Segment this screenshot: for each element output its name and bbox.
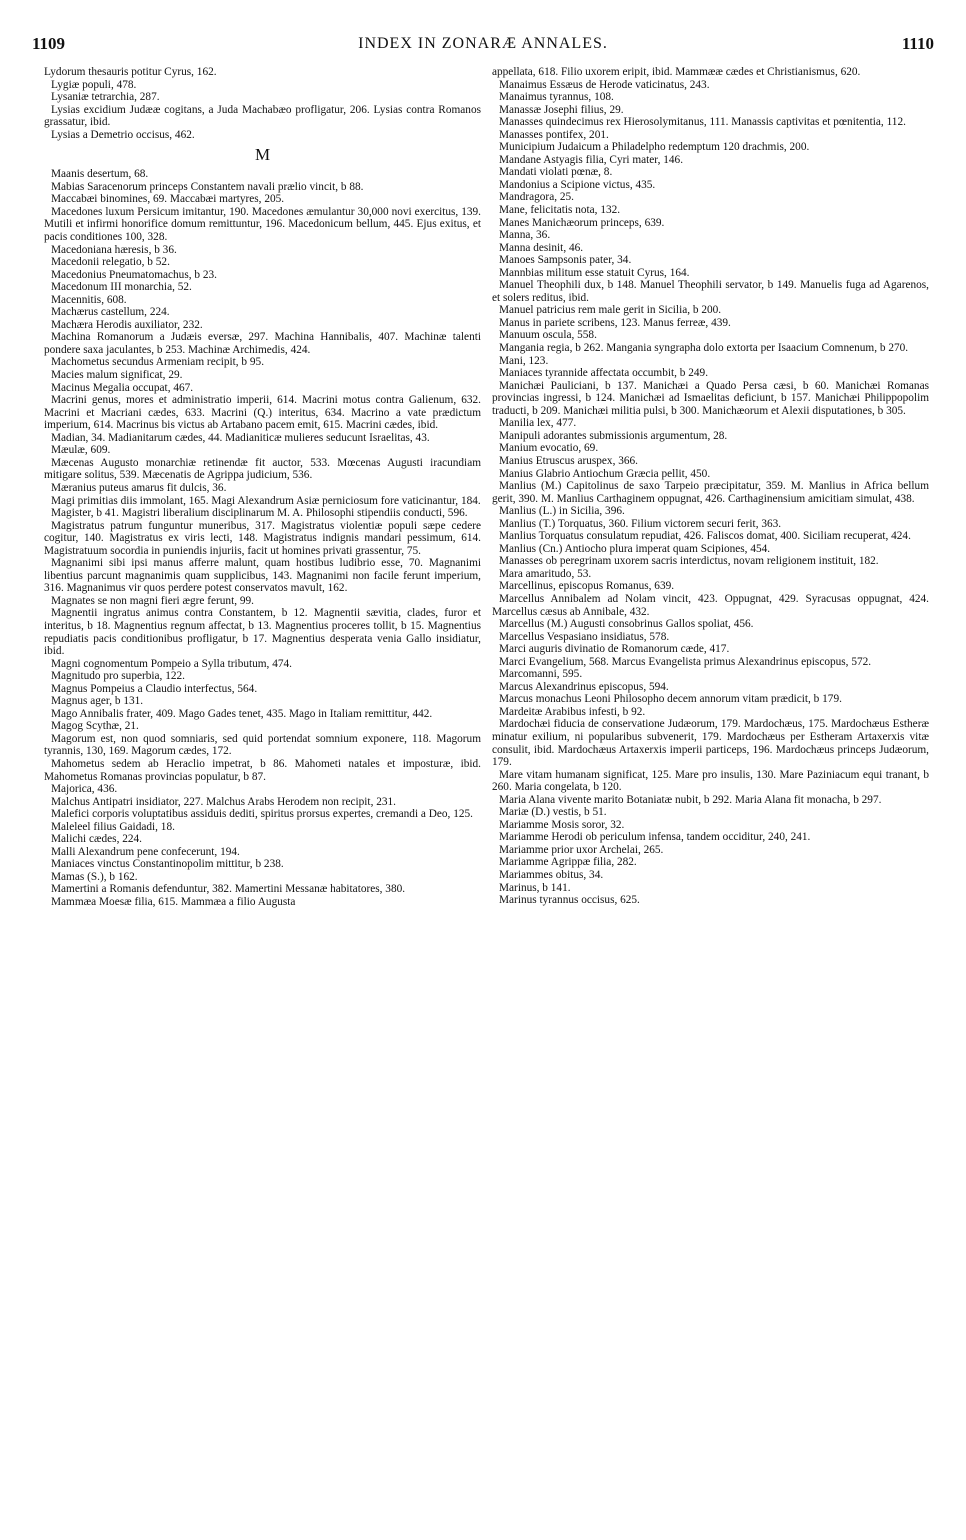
index-entry: Magnus ager, b 131. — [51, 695, 144, 708]
index-entry: Mammæa Moesæ filia, 615. Mammæa a filio Augusta — [51, 896, 296, 908]
index-entry: Manassæ Josephi filius, 29. — [499, 103, 624, 116]
index-entry: Magorum est, non quod somniaris, sed quid portendat somnium exponere, 118. Magorum tyrannis, 130, 169. Magorum cædes, 172. — [44, 732, 481, 758]
index-entry: Malchus Antipatri insidiator, 227. Malchus Arabs Herodem non recipit, 231. — [51, 795, 396, 808]
index-entry: Maria Alana vivente marito Botaniatæ nubit, b 292. Maria Alana fit monacha, b 297. — [499, 793, 882, 806]
index-entry: Mandane Astyagis filia, Cyri mater, 146. — [499, 153, 684, 166]
index-entry: Mardochæi fiducia de conservatione Judæorum, 179. Mardochæus, 175. Mardochæus Estheræ minatur exilium, ni popularibus subvenerit, 179. Mardochæus per Estheram Artaxerxis vitæ consulit, ibid. Mardochæus Artaxerxis imperii particeps, 196. Mardochæus princeps Judæorum, 179. — [492, 718, 929, 769]
page-number-left: 1109 — [32, 34, 66, 53]
index-entry: Marcomanni, 595. — [499, 668, 583, 681]
index-entry: Mangania regia, b 262. Mangania syngrapha dolo extorta per Isaacium Comnenum, b 270. — [499, 342, 909, 355]
index-entry: Lygiæ populi, 478. — [51, 78, 137, 91]
index-entry: Manasses ob peregrinam uxorem sacris interdictus, novam religionem instituit, 182. — [499, 555, 879, 568]
index-entry: Marci auguris divinatio de Romanorum cæde, 417. — [499, 643, 730, 656]
index-entry: Manasses pontifex, 201. — [499, 128, 609, 141]
index-entry: Maleleel filius Gaidadi, 18. — [51, 820, 175, 833]
index-entry: Magog Scythæ, 21. — [51, 720, 139, 733]
index-entry: Macinus Megalia occupat, 467. — [51, 381, 194, 394]
index-entry: Magnus Pompeius a Claudio interfectus, 564. — [51, 682, 258, 695]
index-entry: Mandati violati pœnæ, 8. — [499, 166, 613, 179]
index-entry: Manes Manichæorum princeps, 639. — [499, 216, 665, 229]
index-entry: Magnanimi sibi ipsi manus afferre malunt, quam hostibus ludibrio esse, 70. Magnanimi libentius parcunt magnanimis quam supplicibus, 143. Magnanimi non facile ferunt imperium, 316. Magnanimus vir quos perdere potest conservatos mavult, 162. — [44, 557, 481, 595]
index-entry: Magni cognomentum Pompeio a Sylla tributum, 474. — [51, 657, 292, 670]
index-entry: Manius Etruscus aruspex, 366. — [499, 454, 638, 467]
index-entry: Maanis desertum, 68. — [51, 168, 149, 181]
index-entry: Mariæ (D.) vestis, b 51. — [499, 806, 607, 819]
index-entry: Mabias Saracenorum princeps Constantem navali prælio vincit, b 88. — [51, 180, 364, 193]
index-entry: Mago Annibalis frater, 409. Mago Gades tenet, 435. Mago in Italiam remittitur, 442. — [51, 707, 433, 720]
index-entry: Madian, 34. Madianitarum cædes, 44. Madianiticæ mulieres seducunt Israelitas, 43. — [51, 431, 430, 444]
index-entry: Lydorum thesauris potitur Cyrus, 162. — [44, 66, 217, 78]
index-entry: Lysias a Demetrio occisus, 462. — [51, 128, 195, 141]
index-entry: Magister, b 41. Magistri liberalium disciplinarum M. A. Philosophi stipendiis conducti, 596. — [51, 507, 468, 520]
index-entry: Mariamme prior uxor Archelai, 265. — [499, 843, 664, 856]
index-entry: Mardeitæ Arabibus infesti, b 92. — [499, 705, 646, 718]
index-entry: Mariamme Agrippæ filia, 282. — [499, 856, 637, 869]
index-entry: Magnates se non magni fieri ægre ferunt, 99. — [51, 594, 254, 607]
index-entry: Manlius (M.) Capitolinus de saxo Tarpeio præcipitatur, 359. M. Manlius in Africa bellum gerit, 390. M. Manlius Carthaginem oppugnat, 426. Carthaginensium amicitiam simulat, 438. — [492, 480, 929, 505]
index-entry: Mara amaritudo, 53. — [499, 567, 592, 580]
index-entry: Mani, 123. — [499, 354, 549, 367]
index-entry: Manaimus Essæus de Herode vaticinatus, 243. — [499, 78, 710, 91]
index-entry: Manlius (T.) Torquatus, 360. Filium victorem securi ferit, 363. — [499, 517, 782, 530]
index-entry: Marcellus (M.) Augusti consobrinus Gallos spoliat, 456. — [499, 618, 754, 631]
index-entry: Marcus monachus Leoni Philosopho decem annorum vitam prædicit, b 179. — [499, 693, 842, 706]
index-entry: appellata, 618. Filio uxorem eripit, ibid. Mammææ cædes et Christianismus, 620. — [492, 66, 861, 78]
index-column-right — [492, 66, 929, 1526]
index-entry: Magi primitias diis immolant, 165. Magi Alexandrum Asiæ perniciosum fore vaticinantur, 184. — [51, 494, 481, 507]
page-number-right: 1110 — [901, 34, 934, 53]
page-header — [32, 34, 934, 58]
index-entry: Municipium Judaicum a Philadelpho redemptum 120 drachmis, 200. — [499, 141, 810, 154]
index-entry: Marcus Alexandrinus episcopus, 594. — [499, 680, 669, 693]
index-entry: Lysias excidium Judææ cogitans, a Juda Machabæo profligatur, 206. Lysias contra Romanos grassatur, ibid. — [44, 103, 481, 129]
index-entry: Malli Alexandrum pene confecerunt, 194. — [51, 845, 240, 858]
index-entry: Marcellinus, episcopus Romanus, 639. — [499, 580, 675, 593]
index-entry: Majorica, 436. — [51, 783, 118, 796]
index-entry: Machina Romanorum a Judæis eversæ, 297. Machina Hannibalis, 407. Machinæ talenti pondere saxa jaculantes, b 253. Machinæ Archimedis, 424. — [44, 331, 481, 356]
index-entry: Macennitis, 608. — [51, 293, 127, 306]
index-entry: Macedoniana hæresis, b 36. — [51, 243, 177, 256]
index-entry: Manlius (Cn.) Antiocho plura imperat quam Scipiones, 454. — [499, 542, 771, 555]
index-entry: Marinus tyrannus occisus, 625. — [499, 894, 640, 907]
index-entry: Manasses quindecimus rex Hierosolymitanus, 111. Manassis captivitas et pœnitentia, 112. — [499, 116, 906, 129]
index-entry: Manlius Torquatus consulatum repudiat, 426. Faliscos domat, 400. Siciliam recuperat, 424. — [499, 530, 911, 543]
index-entry: Manna, 36. — [499, 229, 551, 242]
index-entry: Mamertini a Romanis defenduntur, 382. Mamertini Messanæ habitatores, 380. — [51, 883, 406, 896]
index-entry: Mæranius puteus amarus fit dulcis, 36. — [51, 481, 227, 494]
index-entry: Macedonum III monarchia, 52. — [51, 281, 192, 294]
index-entry: Magnentii ingratus animus contra Constantem, b 12. Magnentii sævitia, clades, furor et interitus, b 18. Magnentius regnum affectat, b 13. Magnentius proceres tollit, b 15. Magnentius repudiatis pacis conditionibus profligatur, b 17. Magnentius desperata venia Gallo insidiatur, ibid. — [44, 607, 481, 658]
index-entry: Maccabæi binomines, 69. Maccabæi martyres, 205. — [51, 193, 285, 206]
index-entry: Marinus, b 141. — [499, 881, 571, 894]
index-entry: Maniaces vinctus Constantinopolim mittitur, b 238. — [51, 858, 284, 871]
index-entry: Manius Glabrio Antiochum Græcia pellit, 450. — [499, 467, 711, 480]
index-entry: Mare vitam humanam significat, 125. Mare pro insulis, 130. Mare Paziniacum equi tranant, b 260. Maria congelata, b 120. — [492, 768, 929, 794]
index-entry: Marcellus Annibalem ad Nolam vincit, 423. Oppugnat, 429. Syracusas oppugnat, 424. Marcellus cæsus ab Annibale, 432. — [492, 592, 929, 618]
index-entry: Maniaces tyrannide affectata occumbit, b 249. — [499, 367, 709, 380]
index-entry: Mæcenas Augusto monarchiæ retinendæ fit auctor, 533. Mœcenas Augusti iracundiam mitigare solitus, 539. Mæcenatis de Agrippa judicium, 536. — [44, 456, 481, 482]
index-entry: Machometus secundus Armeniam recipit, b 95. — [51, 356, 265, 369]
index-entry: Mariammes obitus, 34. — [499, 869, 604, 881]
index-entry: Macedonii relegatio, b 52. — [51, 256, 170, 269]
index-entry: Macedonius Pneumatomachus, b 23. — [51, 268, 217, 281]
index-entry: Manna desinit, 46. — [499, 241, 584, 254]
index-entry: Mariamme Herodi ob periculum infensa, tandem occiditur, 240, 241. — [499, 831, 811, 844]
index-entry: Manus in pariete scribens, 123. Manus ferreæ, 439. — [499, 316, 731, 329]
index-entry: Mandonius a Scipione victus, 435. — [499, 178, 656, 191]
index-entry: Manaimus tyrannus, 108. — [499, 91, 614, 104]
index-entry: Manuel Theophili dux, b 148. Manuel Theophili servator, b 149. Manuelis fuga ad Agarenos, et solers reditus, ibid. — [492, 279, 929, 304]
index-entry: Manilia lex, 477. — [499, 417, 577, 430]
index-entry: Malichi cædes, 224. — [51, 833, 142, 846]
index-entry: Manlius (L.) in Sicilia, 396. — [499, 505, 625, 518]
index-entry: Machærus castellum, 224. — [51, 306, 170, 319]
index-entry: Manichæi Pauliciani, b 137. Manichæi a Quado Persa cæsi, b 60. Manichæi Romanas provincias ingressi, b 124. Manichæi ad Ismaelitas deficiunt, b 157. Manichæi Philippopolim traducti, b 209. Manichæi militia pulsi, b 300. Manichæorum et Alexii disputationes, b 305. — [492, 379, 929, 417]
index-entry: Manium evocatio, 69. — [499, 442, 599, 455]
index-entry: Macrini genus, mores et administratio imperii, 614. Macrini motus contra Galienum, 632. Macrini et Macriani cædes, 633. Macrini (Q.) interitus, 634. Macrino a vate prædictum imperium, 614. Macrinus bis victus ab Artabano pacem emit, 615. Macrini cædes, ibid. — [44, 394, 481, 432]
index-entry: Marcellus Vespasiano insidiatus, 578. — [499, 630, 670, 643]
index-entry: Macies malum significat, 29. — [51, 369, 183, 382]
index-entry: Mane, felicitatis nota, 132. — [499, 204, 621, 217]
index-entry: Marci Evangelium, 568. Marcus Evangelista primus Alexandrinus episcopus, 572. — [499, 655, 872, 668]
index-column-left — [44, 66, 481, 1526]
index-entry: Mahometus sedem ab Heraclio impetrat, b 86. Mahometi natales et imposturæ, ibid. Mahometus Romanas provincias populatur, b 87. — [44, 757, 481, 783]
index-entry: Manoes Sampsonis pater, 34. — [499, 254, 632, 267]
running-title: INDEX IN ZONARÆ ANNALES. — [358, 35, 608, 52]
index-entry: Manuel patricius rem male gerit in Sicilia, b 200. — [499, 304, 722, 317]
index-entry: Machæra Herodis auxiliator, 232. — [51, 318, 203, 331]
index-entry: Mamas (S.), b 162. — [51, 870, 138, 883]
index-entry: Malefici corporis voluptatibus assiduis dediti, spiritus prorsus expertes, cremandi a Deo, 125. — [51, 808, 473, 821]
index-entry: Mandragora, 25. — [499, 191, 574, 204]
section-letter: M — [254, 145, 271, 165]
index-entry: Macedones luxum Persicum imitantur, 190. Macedones æmulantur 30,000 novi exercitus, 139. Mutili et infirmi honorifice domum remittuntur, 196. Macedonicum bellum, 445. Ejus exitus, et pacis conditiones 100, 328. — [44, 205, 481, 244]
index-entry: Mannbias militum esse statuit Cyrus, 164. — [499, 266, 690, 279]
index-entry: Mariamme Mosis soror, 32. — [499, 818, 625, 831]
index-entry: Manipuli adorantes submissionis argumentum, 28. — [499, 429, 728, 442]
index-entry: Lysaniæ tetrarchia, 287. — [51, 91, 160, 104]
index-entry: Magnitudo pro superbia, 122. — [51, 670, 185, 683]
index-entry: Manuum oscula, 558. — [499, 329, 597, 342]
index-entry: Mæulæ, 609. — [51, 444, 111, 457]
index-entry: Magistratus patrum funguntur muneribus, 317. Magistratus violentiæ populi sæpe cedere cogitur, 140. Magistratus ex viris lecti, 148. Magistratus indignis mandari pessimum, 614. Magistratuum socordia in puniendis injuriis, facit ut homines privati grassentur, 75. — [44, 519, 481, 557]
